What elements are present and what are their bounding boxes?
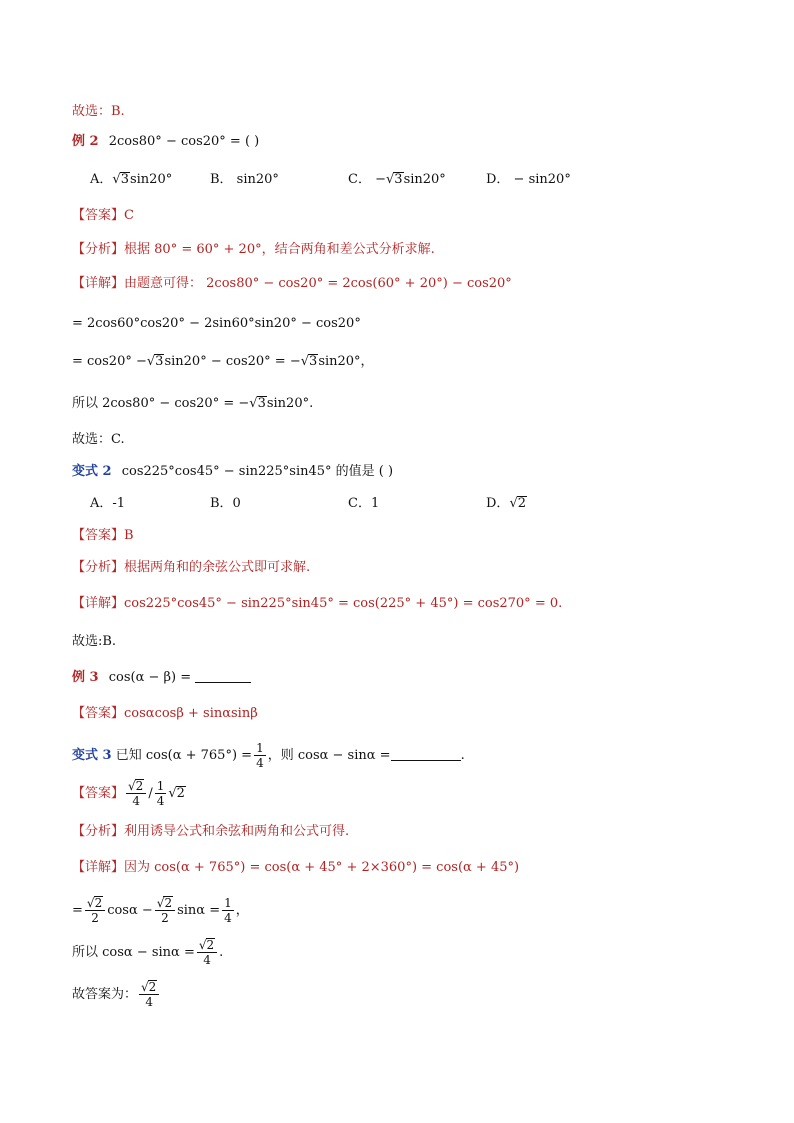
option-c <box>348 494 379 514</box>
answer-value: C <box>124 208 134 223</box>
variant3-detail <box>72 858 519 878</box>
answer-value: B <box>124 528 134 543</box>
variant3-analysis <box>72 822 349 842</box>
example2-analysis <box>72 240 435 260</box>
fraction: $\frac{√2}{4}$ <box>126 779 146 808</box>
sqrt-value: 3 <box>155 354 164 369</box>
fraction-numerator: 1 <box>224 896 232 910</box>
option-text: B．0 <box>210 496 241 511</box>
detail-text: 因为 cos(α + 765°) = cos(α + 45° + 2×360°) = cos(α + 45°) <box>124 860 520 875</box>
fraction-denominator: 4 <box>224 911 232 925</box>
conclusion-prev <box>72 102 125 122</box>
sqrt-value: 2 <box>148 980 157 994</box>
option-text: C．1 <box>348 496 380 511</box>
sqrt-value: 2 <box>164 896 173 910</box>
option-b <box>210 170 279 190</box>
analysis-text: 利用诱导公式和余弦和两角和公式可得. <box>124 824 350 839</box>
fraction: $\frac{√2}{4}$ <box>139 980 159 1009</box>
variant2-question <box>72 462 393 482</box>
question-part: ，则 cosα − sinα = <box>267 748 391 763</box>
conclusion-text: 故选：B. <box>72 104 125 119</box>
sqrt-value: 3 <box>257 396 266 411</box>
answer-tag: 【答案】 <box>72 706 125 721</box>
step-text: = 2cos60°cos20° − 2sin60°sin20° − cos20° <box>72 316 361 331</box>
variant2-conclusion <box>72 632 116 652</box>
option-tail: sin20° <box>129 172 173 187</box>
option-tail: sin20° <box>403 172 446 187</box>
fraction-denominator: 4 <box>203 953 211 967</box>
step-part: . <box>219 945 224 960</box>
answer-value: cosαcosβ + sinαsinβ <box>124 706 258 721</box>
sqrt-value: 3 <box>120 172 129 187</box>
fraction: $\frac{√2}{2}$ <box>85 896 105 925</box>
analysis-text: 根据 80° = 60° + 20°，结合两角和差公式分析求解. <box>124 242 435 257</box>
question-text: cos225°cos45° − sin225°sin45° 的值是 ( ) <box>121 464 394 479</box>
option-label: C． − <box>348 172 386 187</box>
sqrt-value: 2 <box>176 786 185 801</box>
analysis-tag: 【分析】 <box>72 242 125 257</box>
sqrt-value: 3 <box>309 354 318 369</box>
final-label: 故答案为： <box>72 987 138 1002</box>
step-part: sin20° − cos20° = − <box>164 354 301 369</box>
example2-step1 <box>72 314 361 334</box>
analysis-tag: 【分析】 <box>72 824 125 839</box>
sqrt-value: 2 <box>94 896 103 910</box>
step-part: sinα = <box>177 903 221 918</box>
fraction-numerator: 1 <box>256 741 264 755</box>
variant3-step2 <box>72 936 223 970</box>
variant3-step1 <box>72 894 249 928</box>
example2-detail <box>72 274 512 294</box>
fraction-denominator: 4 <box>132 794 140 808</box>
detail-tag: 【详解】 <box>72 596 125 611</box>
option-text: B． sin20° <box>210 172 279 187</box>
example3-answer <box>72 704 258 724</box>
variant2-answer <box>72 526 134 546</box>
analysis-text: 根据两角和的余弦公式即可求解. <box>124 560 311 575</box>
option-d: D．√2 <box>486 496 527 511</box>
step-part: 所以 2cos80° − cos20° = − <box>72 396 250 411</box>
fraction-denominator: 2 <box>91 911 99 925</box>
example-label: 例 2 <box>72 134 99 149</box>
separator: / <box>148 786 153 801</box>
variant-label: 变式 3 <box>72 748 112 763</box>
step-part: 所以 cosα − sinα = <box>72 945 195 960</box>
fraction <box>155 779 167 808</box>
fraction-denominator: 4 <box>145 995 153 1009</box>
example2-conclusion <box>72 430 125 450</box>
question-text: 2cos80° − cos20° = ( ) <box>108 134 260 149</box>
answer-tag: 【答案】 <box>72 786 125 801</box>
example2-step3: 所以 2cos80° − cos20° = −√3sin20°. <box>72 396 314 411</box>
detail-tag: 【详解】 <box>72 860 125 875</box>
fraction-numerator: 1 <box>156 779 165 793</box>
variant3-question: 变式 3 已知 cos(α + 765°) = $\frac{1}{4}$ ，则 cosα − sinα = . <box>72 741 465 770</box>
step-part: cosα − <box>107 903 153 918</box>
variant3-answer: 【答案】 $\frac{√2}{4}$ / $\frac{1}{4}$ √2 <box>72 779 185 808</box>
option-d <box>486 170 571 190</box>
analysis-tag: 【分析】 <box>72 560 125 575</box>
detail-text: cos225°cos45° − sin225°sin45° = cos(225° + 45°) = cos270° = 0. <box>124 596 563 611</box>
option-text: D． − sin20° <box>486 172 571 187</box>
step-part: = <box>72 903 83 918</box>
sqrt-value: 2 <box>206 938 215 952</box>
sqrt-value: 2 <box>517 496 527 511</box>
answer-blank[interactable] <box>391 746 461 761</box>
answer-tag: 【答案】 <box>72 528 125 543</box>
fraction-denominator: 2 <box>161 911 169 925</box>
option-a: A．√3sin20° <box>90 172 173 187</box>
answer-tag: 【答案】 <box>72 208 125 223</box>
conclusion-text: 故选：C. <box>72 432 125 447</box>
option-b <box>210 494 241 514</box>
step-part: sin20°， <box>318 354 374 369</box>
variant2-analysis <box>72 558 310 578</box>
example2-step2: = cos20° −√3sin20° − cos20° = −√3sin20°， <box>72 354 374 369</box>
sqrt-value: 2 <box>135 779 144 793</box>
option-a <box>90 494 125 514</box>
variant2-detail <box>72 594 562 614</box>
fraction: $\frac{√2}{2}$ <box>155 896 175 925</box>
example3-question <box>72 668 251 688</box>
fraction: $\frac{√2}{4}$ <box>197 938 217 967</box>
option-label: D． <box>486 496 510 511</box>
fraction <box>254 741 266 770</box>
answer-blank[interactable] <box>195 668 251 683</box>
fraction <box>222 896 234 925</box>
sqrt-value: 3 <box>394 172 403 187</box>
example2-answer <box>72 206 134 226</box>
question-text: cos(α − β) = <box>108 670 192 685</box>
option-label: A． <box>90 172 113 187</box>
detail-text: 由题意可得： 2cos80° − cos20° = 2cos(60° + 20°) − cos20° <box>124 276 512 291</box>
option-c: C． −√3sin20° <box>348 172 446 187</box>
variant-label: 变式 2 <box>72 464 112 479</box>
step-part: = cos20° − <box>72 354 147 369</box>
step-part: sin20°. <box>266 396 314 411</box>
step-part: ， <box>235 903 249 918</box>
fraction-denominator: 4 <box>256 756 264 770</box>
fraction-denominator: 4 <box>156 794 165 808</box>
variant3-final <box>72 978 161 1012</box>
question-part: 已知 cos(α + 765°) = <box>115 748 253 763</box>
conclusion-text: 故选:B. <box>72 634 117 649</box>
example-label: 例 3 <box>72 670 99 685</box>
detail-tag: 【详解】 <box>72 276 125 291</box>
example2-question <box>72 132 259 152</box>
option-text: A．-1 <box>90 496 126 511</box>
